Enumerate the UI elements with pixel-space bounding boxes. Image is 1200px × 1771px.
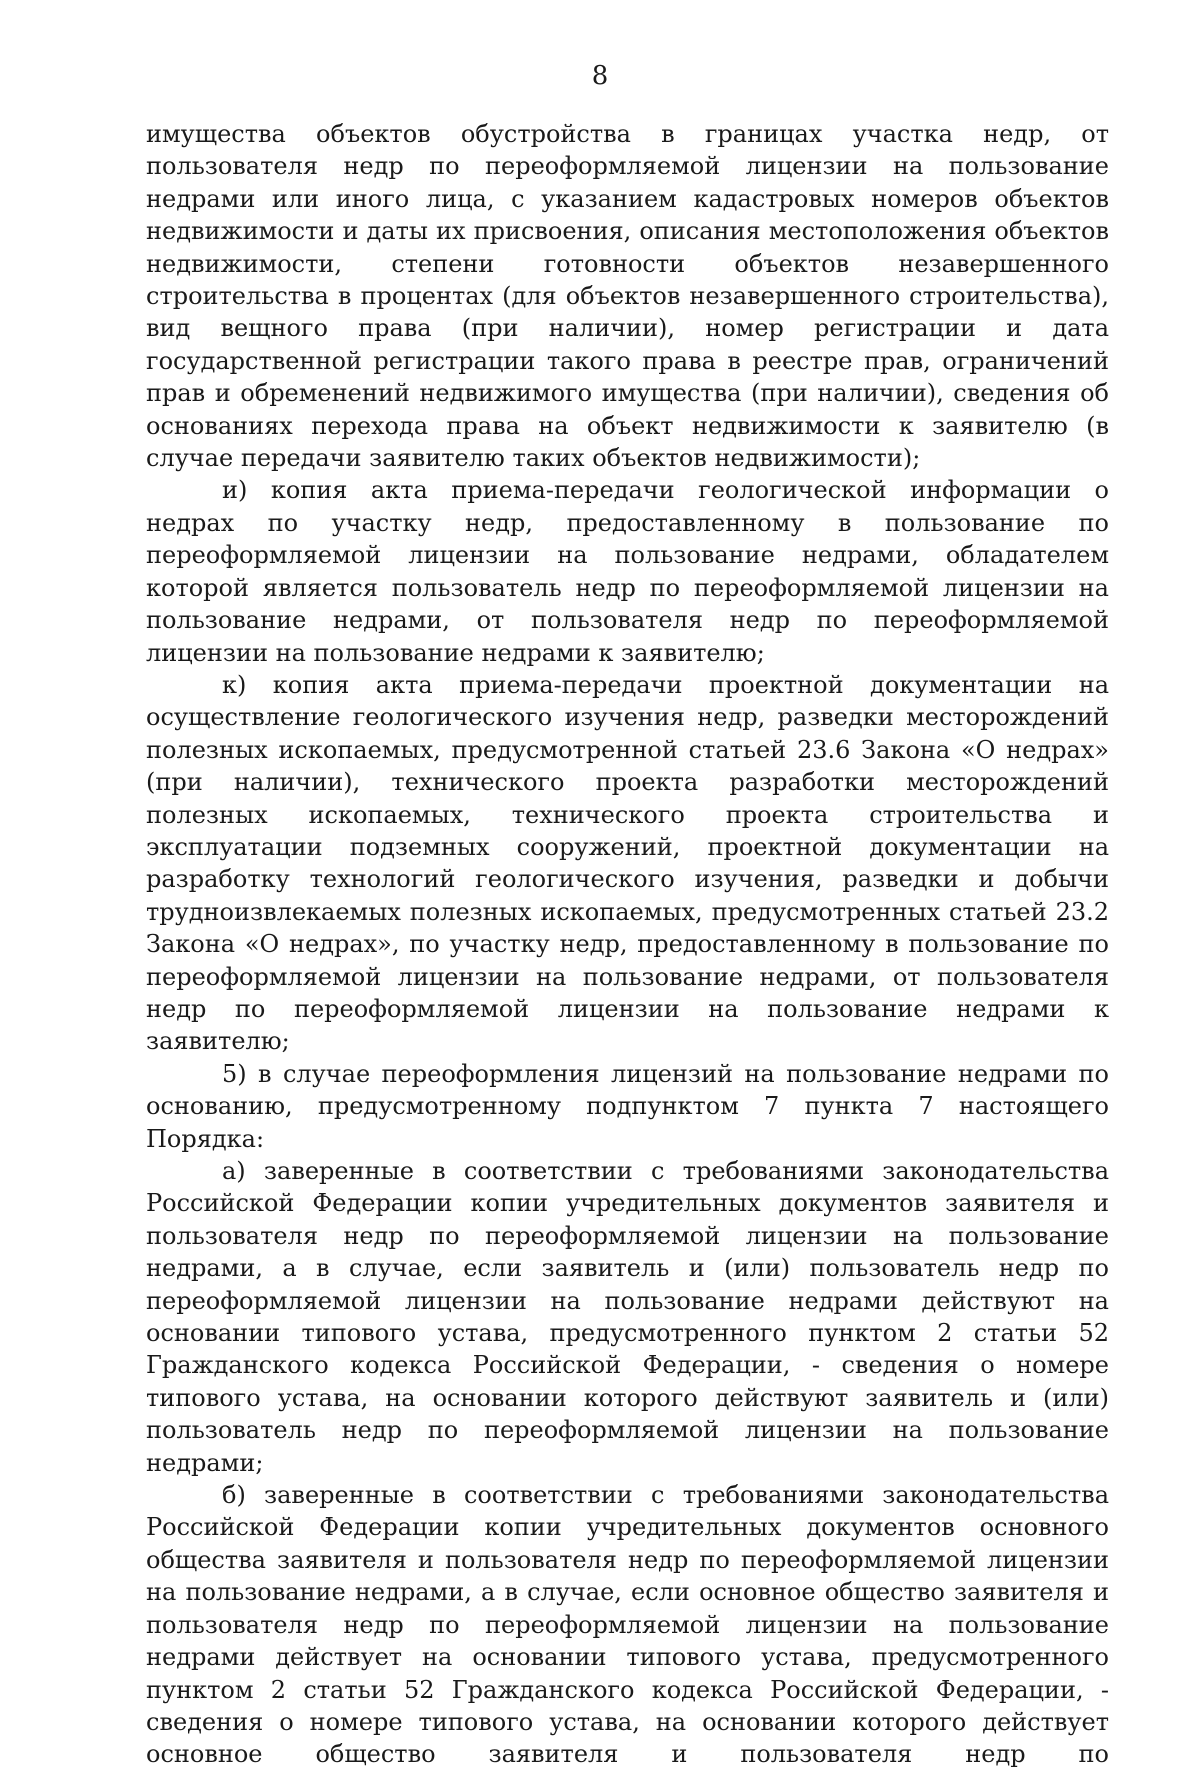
- paragraph-item-i: и) копия акта приема-передачи геологической информации о недрах по участку недр, предоставленному в пользование по переоформляемой лицензии на пользование недрами, обладателем которой является пользователь недр по переоформляемой лицензии на пользование недрами, от пользователя недр по переоформляемой лицензии на пользование недрами к заявителю;: [146, 476, 1109, 667]
- paragraph-item-5: 5) в случае переоформления лицензий на пользование недрами по основанию, предусмотренному подпунктом 7 пункта 7 настоящего Порядка:: [146, 1059, 1109, 1153]
- paragraph-item-a: а) заверенные в соответствии с требованиями законодательства Российской Федерации копии учредительных документов заявителя и пользователя недр по переоформляемой лицензии на пользование недрами, а в случае, если заявитель и (или) пользователь недр по переоформляемой лицензии на пользование недрами действуют на основании типового устава, предусмотренного пунктом 2 статьи 52 Гражданского кодекса Российской Федерации, - сведения о номере типового устава, на основании которого действуют заявитель и (или) пользователь недр по переоформляемой лицензии на пользование недрами;: [146, 1157, 1109, 1477]
- document-body: [146, 118, 1109, 1771]
- paragraph-property-info: имущества объектов обустройства в границах участка недр, от пользователя недр по переоформляемой лицензии на пользование недрами или иного лица, с указанием кадастровых номеров объектов недвижимости и даты их присвоения, описания местоположения объектов недвижимости, степени готовности объектов незавершенного строительства в процентах (для объектов незавершенного строительства), вид вещного права (при наличии), номер регистрации и дата государственной регистрации такого права в реестре прав, ограничений прав и обременений недвижимого имущества (при наличии), сведения об основаниях перехода права на объект недвижимости к заявителю (в случае передачи заявителю таких объектов недвижимости);: [146, 120, 1109, 473]
- page-number: 8: [591, 61, 609, 91]
- paragraph-item-k: к) копия акта приема-передачи проектной документации на осуществление геологического изучения недр, разведки месторождений полезных ископаемых, предусмотренной статьей 23.6 Закона «О недрах» (при наличии), технического проекта разработки месторождений полезных ископаемых, технического проекта строительства и эксплуатации подземных сооружений, проектной документации на разработку технологий геологического изучения, разведки и добычи трудноизвлекаемых полезных ископаемых, предусмотренных статьей 23.2 Закона «О недрах», по участку недр, предоставленному в пользование по переоформляемой лицензии на пользование недрами, от пользователя недр по переоформляемой лицензии на пользование недрами к заявителю;: [146, 670, 1109, 1056]
- paragraph-item-b: б) заверенные в соответствии с требованиями законодательства Российской Федерации копии учредительных документов основного общества заявителя и пользователя недр по переоформляемой лицензии на пользование недрами, а в случае, если основное общество заявителя и пользователя недр по переоформляемой лицензии на пользование недрами действует на основании типового устава, предусмотренного пунктом 2 статьи 52 Гражданского кодекса Российской Федерации, - сведения о номере типового устава, на основании которого действует основное общество заявителя и пользователя недр по: [146, 1481, 1109, 1769]
